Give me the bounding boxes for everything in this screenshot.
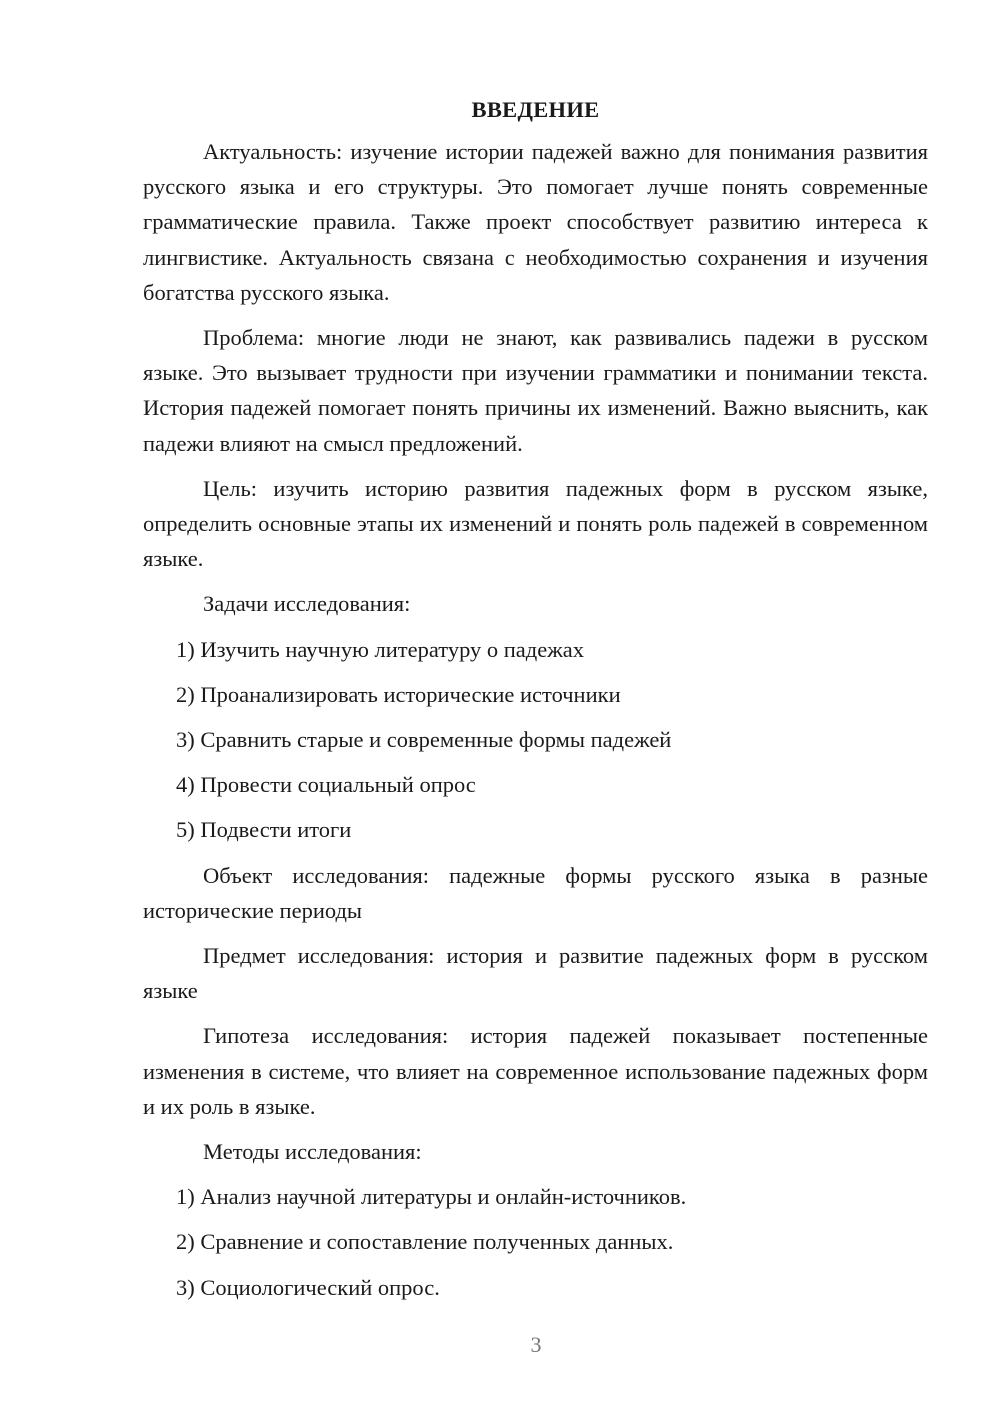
task-item: 5) Подвести итоги bbox=[176, 817, 352, 843]
method-item: 3) Социологический опрос. bbox=[176, 1274, 440, 1300]
tasks-heading: Задачи исследования: bbox=[203, 591, 411, 617]
goal-paragraph: Цель: изучить историю развития падежных форм в русском языке, определить основные этапы их изменений и понять роль падежей в современном языке. bbox=[143, 475, 928, 572]
page-number: 3 bbox=[530, 1332, 542, 1357]
page-content bbox=[143, 92, 928, 1315]
task-item: 1) Изучить научную литературу о падежах bbox=[176, 636, 585, 662]
object-paragraph: Объект исследования: падежные формы русского языка в разные исторические периоды bbox=[143, 862, 928, 923]
methods-heading: Методы исследования: bbox=[203, 1139, 422, 1165]
task-item: 3) Сравнить старые и современные формы падежей bbox=[176, 727, 672, 753]
section-title: ВВЕДЕНИЕ bbox=[471, 97, 600, 122]
hypothesis-paragraph: Гипотеза исследования: история падежей показывает постепенные изменения в системе, что влияет на современное использование падежных форм и их роль в языке. bbox=[143, 1023, 928, 1119]
task-item: 2) Проанализировать исторические источники bbox=[176, 681, 621, 707]
method-item: 1) Анализ научной литературы и онлайн-источников. bbox=[176, 1184, 687, 1210]
subject-paragraph: Предмет исследования: история и развитие падежных форм в русском языке bbox=[143, 943, 928, 1004]
method-item: 2) Сравнение и сопоставление полученных данных. bbox=[176, 1229, 674, 1255]
problem-paragraph: Проблема: многие люди не знают, как развивались падежи в русском языке. Это вызывает трудности при изучении грамматики и понимании текста. История падежей помогает понять причины их изменений. Важно выяснить, как падежи влияют на смысл предложений. bbox=[143, 325, 928, 456]
task-item: 4) Провести социальный опрос bbox=[176, 772, 476, 798]
relevance-paragraph: Актуальность: изучение истории падежей важно для понимания развития русского языка и его структуры. Это помогает лучше понять современные грамматические правила. Также проект способствует развитию интереса к лингвистике. Актуальность связана с необходимостью сохранения и изучения богатства русского языка. bbox=[143, 139, 928, 305]
